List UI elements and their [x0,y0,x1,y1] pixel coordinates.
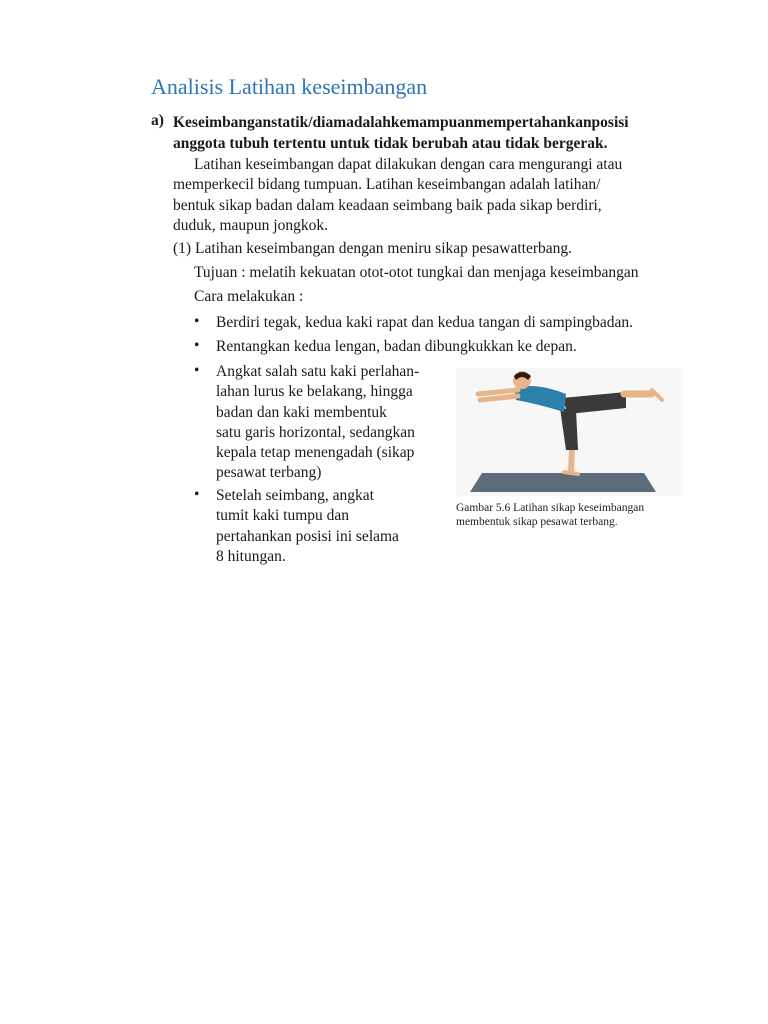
bullet-symbol: • [194,362,200,379]
list-item [216,313,633,333]
exercise-number: (1) [173,240,192,257]
list-item [216,337,577,357]
heading-line: anggota tubuh tertentu untuk tidak berubah atau tidak bergerak. [173,135,608,152]
paragraph-line: memperkecil bidang tumpuan. Latihan keseimbangan adalah latihan/ [173,176,601,194]
paragraph-line: bentuk sikap badan dalam keadaan seimbang baik pada sikap berdiri, [173,196,602,214]
section-heading [173,112,693,154]
list-item-line: Berdiri tegak, kedua kaki rapat dan kedua tangan di sampingbadan. [216,314,634,331]
list-item-line: pesawat terbang) [216,464,322,482]
method-label: Cara melakukan : [194,288,304,305]
intro-paragraph [173,155,693,236]
list-item-line: pertahankan posisi ini selama [216,527,399,545]
list-item-line: Angkat salah satu kaki perlahan- [216,363,420,380]
bullet-symbol: • [194,337,200,354]
exercise-title: Latihan keseimbangan dengan meniru sikap pesawatterbang. [195,240,573,257]
page-title: Analisis Latihan keseimbangan [151,74,428,99]
standing-foot [564,472,578,474]
caption-line: membentuk sikap pesawat terbang. [456,516,618,528]
figure-caption [456,501,644,529]
paragraph-line: Latihan keseimbangan dapat dilakukan dengan cara mengurangi atau [194,156,623,173]
bullet-symbol: • [194,313,200,330]
list-item-line: Rentangkan kedua lengan, badan dibungkukkan ke depan. [216,338,577,355]
exercise-goal: Tujuan : melatih kekuatan otot-otot tungkai dan menjaga keseimbangan [194,264,639,281]
list-item-line: kepala tetap menengadah (sikap [216,444,415,462]
list-item [216,362,419,484]
caption-line: Gambar 5.6 Latihan sikap keseimbangan [456,502,645,514]
paragraph-line: duduk, maupun jongkok. [173,216,328,234]
section-marker: a) [151,112,164,129]
heading-line: Keseimbanganstatik/diamadalahkemampuanmempertahankanposisi [173,114,629,131]
list-item-line: tumit kaki tumpu dan [216,507,350,525]
list-item-line: badan dan kaki membentuk [216,403,387,421]
list-item-line: 8 hitungan. [216,547,286,565]
list-item-line: lahan lurus ke belakang, hingga [216,383,413,401]
yoga-mat [470,473,656,492]
list-item [216,486,399,567]
balance-pose-illustration [456,368,682,496]
list-item-line: Setelah seimbang, angkat [216,487,374,504]
list-item-line: satu garis horizontal, sedangkan [216,423,415,441]
bullet-symbol: • [194,486,200,503]
